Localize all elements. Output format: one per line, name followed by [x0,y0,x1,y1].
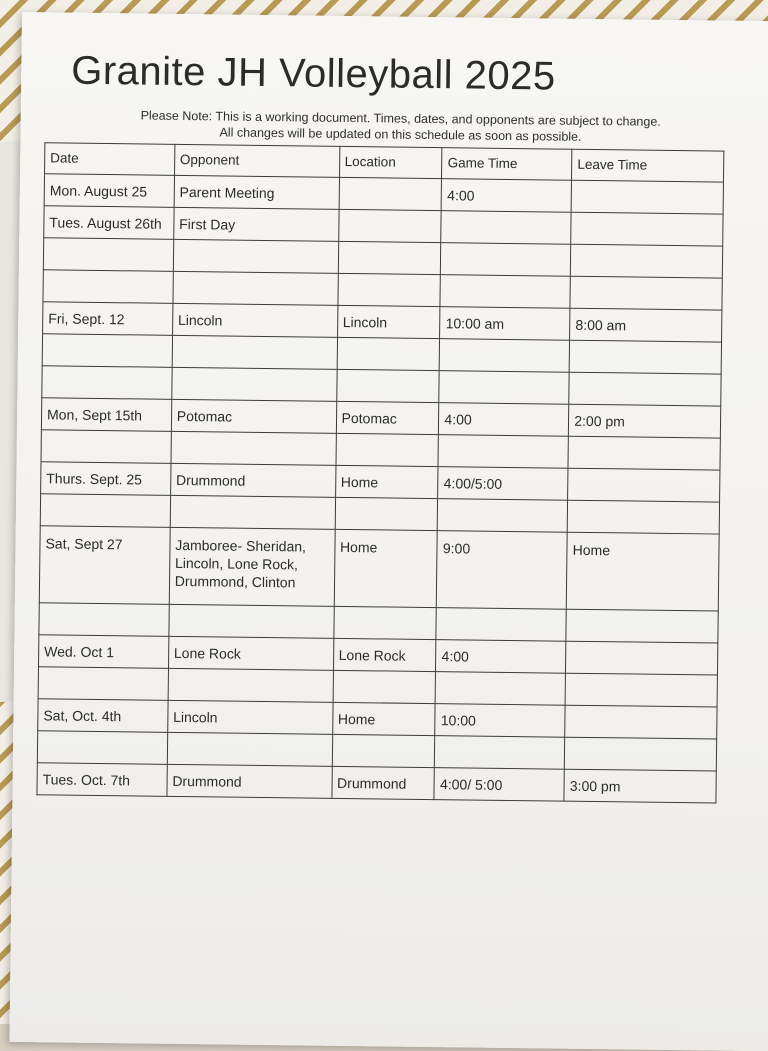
cell-game-time: 10:00 am [440,307,570,341]
cell-opponent: Lone Rock [168,636,333,670]
schedule-note [100,107,700,146]
cell-opponent: Lincoln [172,303,337,337]
cell-leave-time [569,372,721,406]
cell-leave-time [570,276,722,310]
cell-date [43,238,173,272]
header-leave-time: Leave Time [572,149,724,182]
cell-opponent: First Day [173,207,338,241]
cell-leave-time [565,737,717,771]
cell-location: Home [335,465,438,498]
table-row [39,526,719,611]
cell-leave-time [571,212,723,246]
cell-date: Wed. Oct 1 [39,635,169,669]
cell-leave-time [565,705,717,739]
cell-opponent [173,271,338,305]
cell-date [38,667,168,701]
cell-game-time [438,499,568,533]
document-title: Granite JH Volleyball 2025 [71,48,556,99]
cell-game-time: 10:00 [435,704,565,738]
header-location: Location [339,146,442,178]
cell-location [336,433,439,466]
cell-opponent [169,604,334,638]
cell-location [336,369,439,402]
cell-opponent: Potomac [171,399,336,433]
cell-opponent: Drummond [167,764,332,798]
cell-opponent [173,239,338,273]
cell-leave-time: Home [566,532,719,611]
header-game-time: Game Time [442,148,572,181]
cell-leave-time: 3:00 pm [564,769,716,803]
cell-date: Tues. Oct. 7th [37,763,167,797]
cell-leave-time [568,468,720,502]
cell-location: Lincoln [337,305,440,338]
header-opponent: Opponent [174,144,339,177]
cell-game-time: 4:00 [439,403,569,437]
cell-location: Home [334,529,438,607]
cell-location [338,209,441,242]
cell-date: Sat, Sept 27 [39,526,170,605]
cell-location: Drummond [331,766,434,799]
cell-leave-time [568,436,720,470]
cell-leave-time [571,244,723,278]
schedule-sheet [9,12,768,1051]
cell-leave-time [567,500,719,534]
cell-location: Home [332,702,435,735]
cell-game-time [439,371,569,405]
cell-game-time [436,608,566,642]
cell-game-time [438,435,568,469]
cell-location: Lone Rock [333,638,436,671]
cell-location [338,241,441,274]
cell-date [43,270,173,304]
cell-date [42,334,172,368]
cell-date [42,366,172,400]
cell-opponent [172,335,337,369]
cell-game-time [435,736,565,770]
cell-leave-time: 2:00 pm [569,404,721,438]
cell-date: Tues. August 26th [44,206,174,240]
cell-location [333,606,436,639]
cell-game-time: 4:00/5:00 [438,467,568,501]
cell-date: Thurs. Sept. 25 [41,462,171,496]
cell-location [339,177,442,210]
note-line-1: Please Note: This is a working document. Times, dates, and opponents are subject to change. [140,108,661,129]
cell-date [39,603,169,637]
cell-date [41,430,171,464]
cell-opponent: Lincoln [167,700,332,734]
cell-opponent [170,495,335,529]
cell-opponent [172,367,337,401]
cell-leave-time [566,609,718,643]
cell-game-time [440,275,570,309]
cell-location [335,497,438,530]
cell-leave-time [565,673,717,707]
cell-leave-time [571,180,723,214]
cell-game-time: 4:00 [436,640,566,674]
cell-opponent: Parent Meeting [174,175,339,209]
cell-leave-time [569,340,721,374]
cell-opponent: Drummond [170,463,335,497]
cell-opponent: Jamboree- Sheridan, Lincoln, Lone Rock, Drummond, Clinton [169,527,335,606]
header-date: Date [45,143,175,176]
cell-game-time: 9:00 [437,531,568,610]
cell-date: Fri, Sept. 12 [43,302,173,336]
cell-opponent [171,431,336,465]
schedule-table [36,142,724,803]
cell-game-time [440,339,570,373]
cell-leave-time: 8:00 am [570,308,722,342]
cell-date [40,494,170,528]
cell-location [337,337,440,370]
cell-date [37,731,167,765]
cell-game-time: 4:00 [442,179,572,213]
cell-leave-time [566,641,718,675]
cell-date: Mon, Sept 15th [41,398,171,432]
cell-opponent [167,732,332,766]
cell-game-time [441,243,571,277]
cell-date: Sat, Oct. 4th [38,699,168,733]
cell-location [337,273,440,306]
cell-location [332,734,435,767]
cell-game-time [441,211,571,245]
cell-opponent [168,668,333,702]
cell-game-time: 4:00/ 5:00 [434,768,564,802]
cell-date: Mon. August 25 [44,174,174,208]
cell-game-time [436,672,566,706]
cell-location: Potomac [336,401,439,434]
cell-location [333,670,436,703]
note-line-2: All changes will be updated on this schedule as soon as possible. [219,125,582,144]
